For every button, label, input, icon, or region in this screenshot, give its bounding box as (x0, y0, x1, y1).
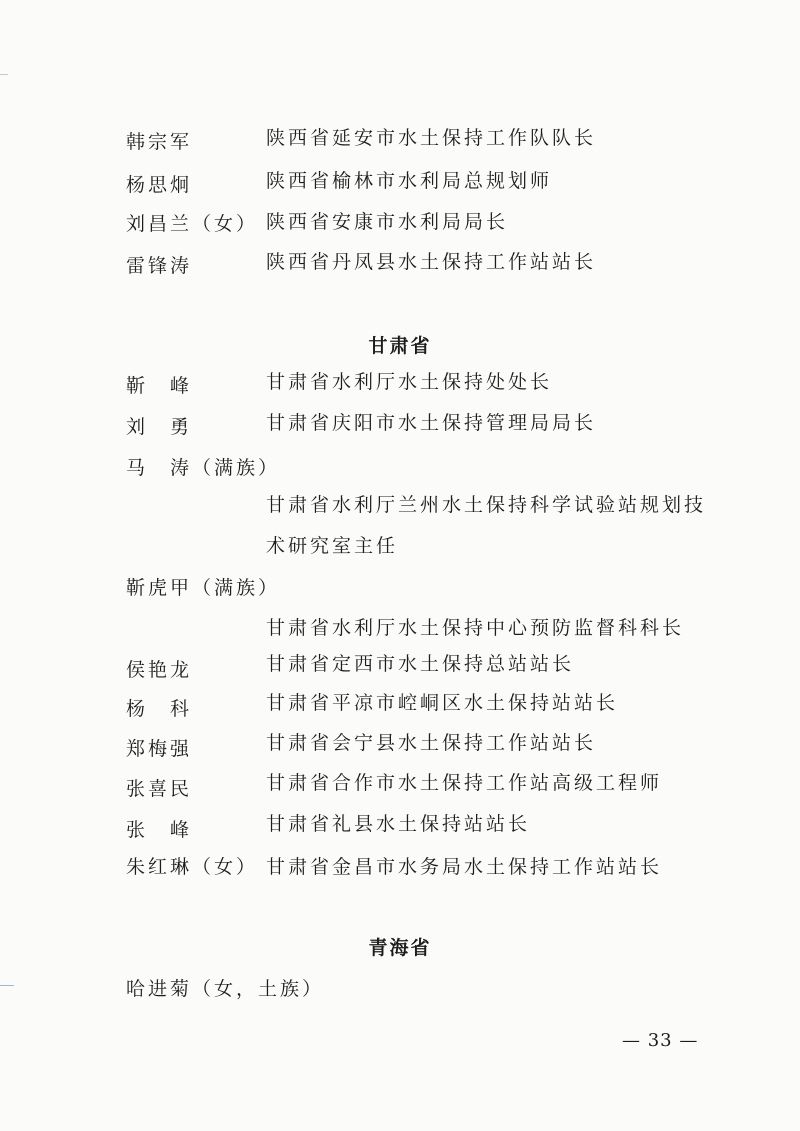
person-title: 甘肃省定西市水土保持总站站长 (266, 653, 575, 675)
person-title: 甘肃省水利厅水土保持中心预防监督科科长 (266, 617, 685, 639)
person-title: 陕西省丹凤县水土保持工作站站长 (266, 251, 597, 273)
person-name: 张喜民 (126, 778, 193, 800)
person-name: 朱红琳（女） (126, 856, 259, 878)
person-title: 甘肃省礼县水土保持站站长 (266, 813, 531, 835)
person-name: 马 涛（满族） (126, 457, 281, 479)
person-name: 刘昌兰（女） (126, 213, 259, 235)
person-name: 韩宗军 (126, 131, 193, 153)
province-heading: 甘肃省 (368, 335, 432, 357)
person-title: 陕西省榆林市水利局总规划师 (266, 170, 553, 192)
person-title: 甘肃省水利厅兰州水土保持科学试验站规划技 (266, 494, 707, 516)
person-title: 甘肃省金昌市水务局水土保持工作站站长 (266, 856, 663, 878)
person-name: 雷锋涛 (126, 255, 193, 277)
person-name: 杨 科 (126, 698, 193, 720)
person-name: 靳虎甲（满族） (126, 577, 281, 599)
person-name: 郑梅强 (126, 738, 193, 760)
person-name: 杨思炯 (126, 174, 193, 196)
person-title: 陕西省延安市水土保持工作队队长 (266, 127, 597, 149)
person-name: 哈进菊（女，土族） (126, 978, 325, 1000)
person-title: 陕西省安康市水利局局长 (266, 211, 509, 233)
person-name: 靳 峰 (126, 375, 193, 397)
person-name: 张 峰 (126, 819, 193, 841)
person-title: 甘肃省会宁县水土保持工作站站长 (266, 732, 597, 754)
person-name: 侯艳龙 (126, 659, 193, 681)
person-title: 甘肃省合作市水土保持工作站高级工程师 (266, 772, 663, 794)
scan-edge-mark (0, 985, 14, 986)
province-heading: 青海省 (368, 937, 432, 959)
person-title-continued: 术研究室主任 (266, 535, 399, 557)
person-title: 甘肃省庆阳市水土保持管理局局长 (266, 412, 597, 434)
person-title: 甘肃省平凉市崆峒区水土保持站站长 (266, 692, 619, 714)
page-number: — 33 — (622, 1030, 699, 1051)
person-title: 甘肃省水利厅水土保持处处长 (266, 371, 553, 393)
person-name: 刘 勇 (126, 416, 193, 438)
scan-edge-mark (0, 74, 8, 75)
